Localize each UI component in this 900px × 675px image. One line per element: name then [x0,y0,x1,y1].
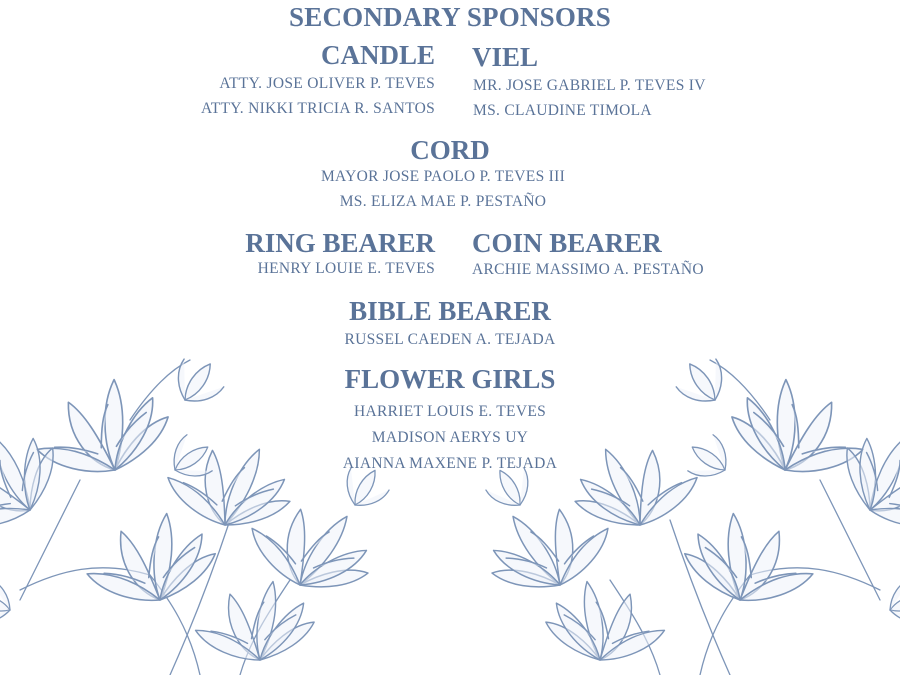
viel-name-2: MS. CLAUDINE TIMOLA [473,102,652,119]
candle-heading: CANDLE [320,40,435,70]
coin-bearer-name: ARCHIE MASSIMO A. PESTAÑO [472,261,704,278]
coin-bearer-heading: COIN BEARER [472,228,662,258]
cord-name-2: MS. ELIZA MAE P. PESTAÑO [339,193,547,210]
flower-girl-name-1: HARRIET LOUIS E. TEVES [353,403,547,420]
viel-heading: VIEL [472,42,539,72]
ring-bearer-heading: RING BEARER [245,228,435,258]
cord-name-1: MAYOR JOSE PAOLO P. TEVES III [320,168,566,185]
viel-name-1: MR. JOSE GABRIEL P. TEVES IV [473,77,706,94]
flower-girl-name-2: MADISON AERYS UY [371,429,529,446]
flower-girl-name-3: AIANNA MAXENE P. TEJADA [342,455,558,472]
bible-bearer-heading: BIBLE BEARER [349,296,551,326]
flower-girls-heading: FLOWER GIRLS [344,364,556,394]
page-title: SECONDARY SPONSORS [289,2,611,32]
candle-name-2: ATTY. NIKKI TRICIA R. SANTOS [200,100,435,117]
bible-bearer-name: RUSSEL CAEDEN A. TEJADA [344,331,556,348]
ring-bearer-name: HENRY LOUIE E. TEVES [257,260,435,277]
candle-name-1: ATTY. JOSE OLIVER P. TEVES [219,75,435,92]
cord-heading: CORD [410,135,490,165]
